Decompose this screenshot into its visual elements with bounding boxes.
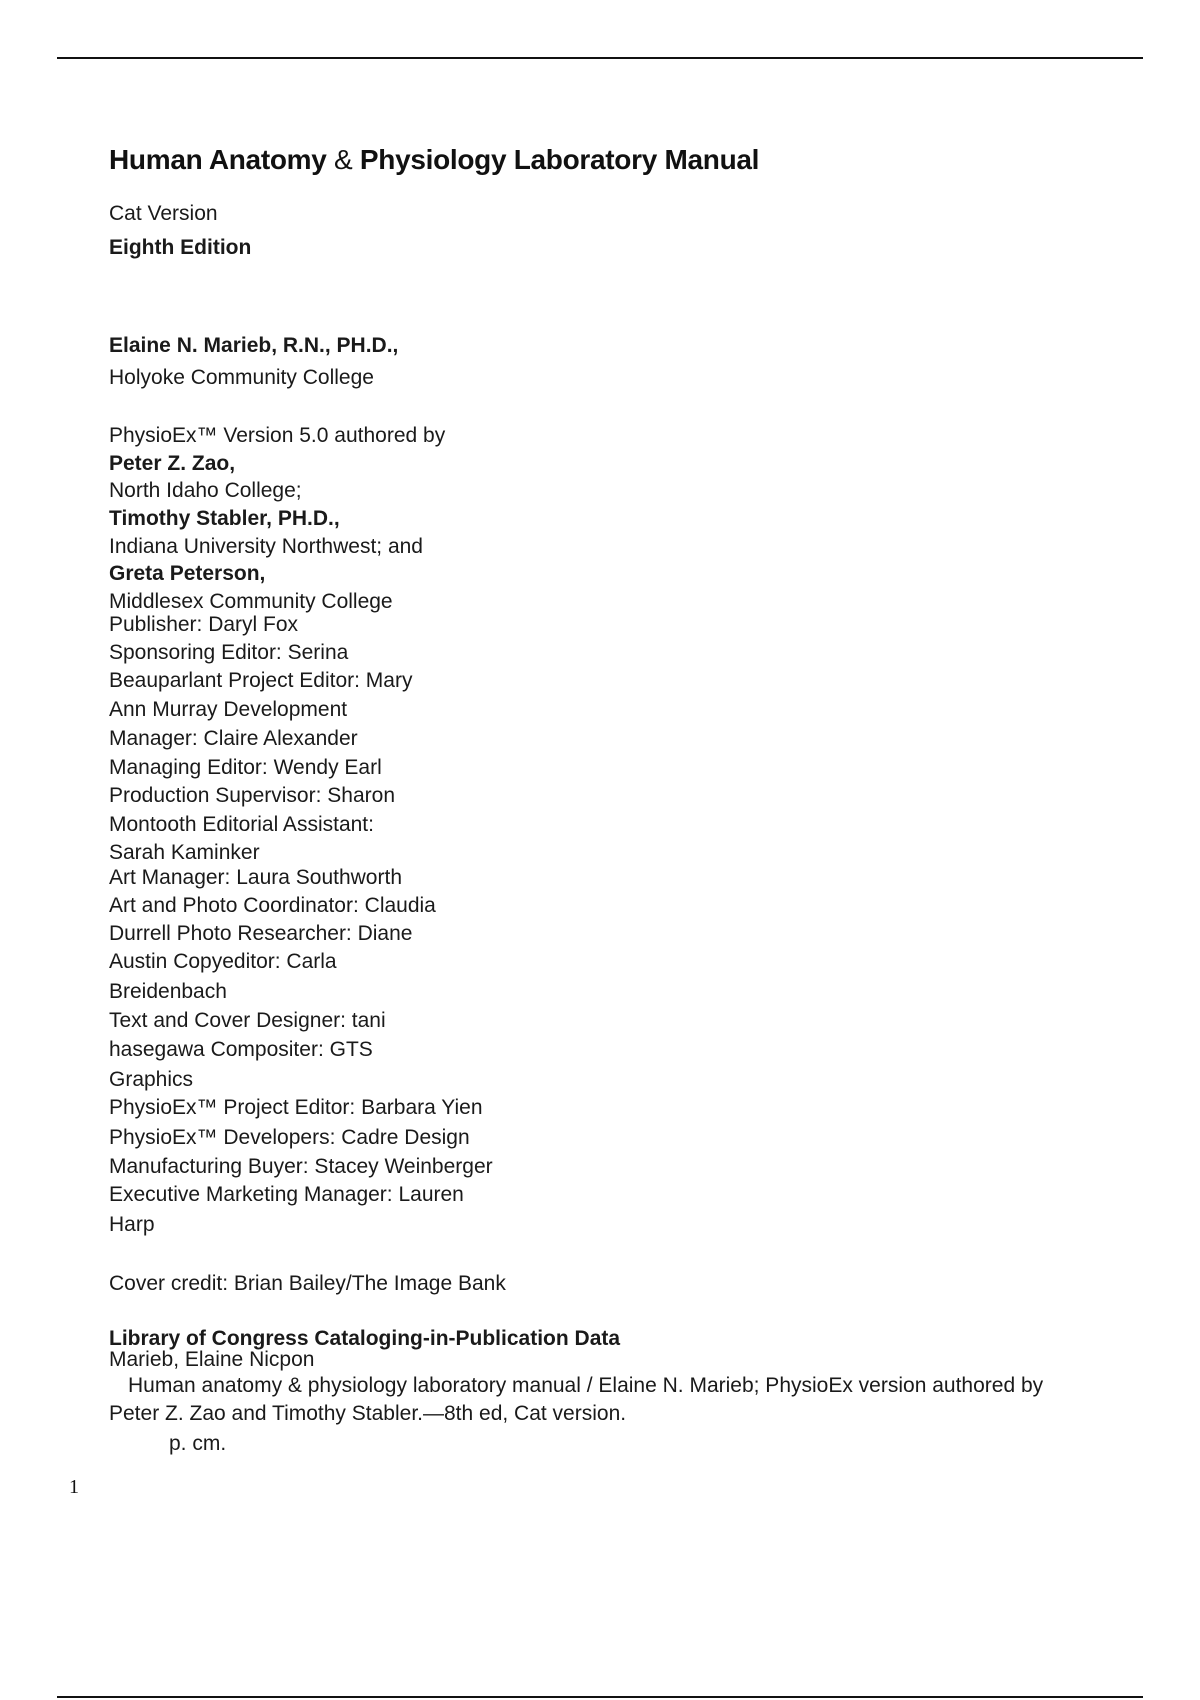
credit-line: Sarah Kaminker xyxy=(109,841,260,864)
bottom-rule xyxy=(57,1696,1143,1698)
cip-description: Human anatomy & physiology laboratory manual / Elaine N. Marieb; PhysioEx version authored by xyxy=(128,1374,1044,1397)
credit-line: Sponsoring Editor: Serina xyxy=(109,641,349,664)
credit-line: Text and Cover Designer: tani xyxy=(109,1009,386,1032)
author-name: Elaine N. Marieb, R.N., PH.D., xyxy=(109,334,399,357)
page-number: 1 xyxy=(69,1476,79,1498)
credit-line: Art Manager: Laura Southworth xyxy=(109,866,402,889)
credit-line: Ann Murray Development xyxy=(109,698,348,721)
credit-line: PhysioEx™ Project Editor: Barbara Yien xyxy=(109,1096,483,1119)
contributor-affiliation: North Idaho College; xyxy=(109,479,302,502)
cip-heading: Library of Congress Cataloging-in-Publication Data xyxy=(109,1327,621,1350)
credit-line: Manufacturing Buyer: Stacey Weinberger xyxy=(109,1155,493,1178)
credit-line: Durrell Photo Researcher: Diane xyxy=(109,922,413,945)
version: Cat Version xyxy=(109,202,218,225)
title-part1: Human Anatomy xyxy=(109,144,327,175)
credit-line: Executive Marketing Manager: Lauren xyxy=(109,1183,464,1206)
title-ampersand: & xyxy=(334,144,353,175)
cover-credit: Cover credit: Brian Bailey/The Image Bank xyxy=(109,1272,506,1295)
contributor-name: Peter Z. Zao, xyxy=(109,452,236,475)
credit-line: Beauparlant Project Editor: Mary xyxy=(109,669,413,692)
book-title xyxy=(109,144,759,176)
credit-line: Publisher: Daryl Fox xyxy=(109,613,299,636)
credit-line: Art and Photo Coordinator: Claudia xyxy=(109,894,436,917)
credit-line: Graphics xyxy=(109,1068,194,1091)
cip-author: Marieb, Elaine Nicpon xyxy=(109,1348,315,1371)
contributor-affiliation: Indiana University Northwest; and xyxy=(109,535,423,558)
credit-line: Managing Editor: Wendy Earl xyxy=(109,756,382,779)
credit-line: Production Supervisor: Sharon xyxy=(109,784,395,807)
credit-line: Manager: Claire Alexander xyxy=(109,727,358,750)
author-affiliation: Holyoke Community College xyxy=(109,366,374,389)
contributor-name: Timothy Stabler, PH.D., xyxy=(109,507,340,530)
title-part2: Physiology Laboratory Manual xyxy=(359,144,760,175)
physioex-intro: PhysioEx™ Version 5.0 authored by xyxy=(109,424,446,447)
credit-line: PhysioEx™ Developers: Cadre Design xyxy=(109,1126,470,1149)
credit-line: Austin Copyeditor: Carla xyxy=(109,950,337,973)
contributor-name: Greta Peterson, xyxy=(109,562,266,585)
credit-line: hasegawa Compositer: GTS xyxy=(109,1038,373,1061)
credit-line: Montooth Editorial Assistant: xyxy=(109,813,374,836)
edition: Eighth Edition xyxy=(109,236,252,259)
credit-line: Breidenbach xyxy=(109,980,227,1003)
credit-line: Harp xyxy=(109,1213,155,1236)
contributor-affiliation: Middlesex Community College xyxy=(109,590,393,613)
cip-description-continued: Peter Z. Zao and Timothy Stabler.—8th ed, Cat version. xyxy=(109,1402,627,1425)
cip-pages: p. cm. xyxy=(169,1432,227,1455)
top-rule xyxy=(57,57,1143,59)
